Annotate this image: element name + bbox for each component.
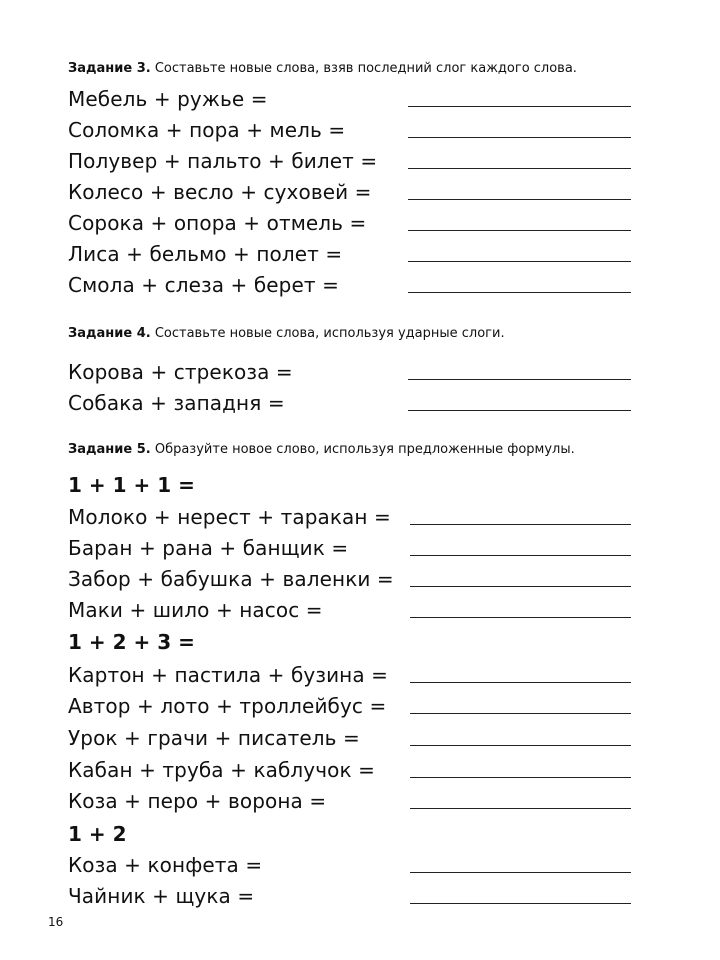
task-3-row [68,206,631,236]
formula-1-1-1: 1 + 1 + 1 = [68,473,195,497]
task-3-label: Задание 3. [68,61,151,76]
answer-line[interactable] [410,524,631,525]
word-equation: Коза + перо + ворона = [68,789,327,813]
word-equation: Маки + шило + насос = [68,598,323,622]
answer-line[interactable] [408,410,631,411]
task-5-row [68,593,631,623]
word-equation: Мебель + ружье = [68,87,268,111]
answer-line[interactable] [408,261,631,262]
task-3-row [68,82,631,112]
task-3-row [68,113,631,143]
task-3-heading [68,60,577,78]
word-equation: Собака + западня = [68,391,285,415]
word-equation: Смола + слеза + берет = [68,273,339,297]
task-3-row [68,175,631,205]
task-3-row [68,268,631,298]
answer-line[interactable] [408,168,631,169]
task-5-row [68,721,631,751]
word-equation: Полувер + пальто + билет = [68,149,378,173]
word-equation: Молоко + нерест + таракан = [68,505,391,529]
task-3-row [68,144,631,174]
answer-line[interactable] [410,586,631,587]
answer-line[interactable] [410,872,631,873]
task-5-row [68,879,631,909]
task-5-label: Задание 5. [68,442,151,457]
answer-line[interactable] [408,230,631,231]
word-equation: Урок + грачи + писатель = [68,726,360,750]
task-5-row [68,689,631,719]
answer-line[interactable] [410,777,631,778]
answer-line[interactable] [408,292,631,293]
task-5-row [68,562,631,592]
task-4-row [68,355,631,385]
task-5-heading [68,441,575,459]
task-5-row [68,753,631,783]
formula-1-2-3: 1 + 2 + 3 = [68,630,195,654]
word-equation: Кабан + труба + каблучок = [68,758,375,782]
formula-1-2: 1 + 2 [68,822,127,846]
task-5-row [68,531,631,561]
word-equation: Соломка + пора + мель = [68,118,346,142]
word-equation: Коза + конфета = [68,853,263,877]
task-4-row [68,386,631,416]
task-5-instruction: Образуйте новое слово, используя предложенные формулы. [154,442,575,457]
answer-line[interactable] [410,745,631,746]
task-5-row [68,784,631,814]
task-4-label: Задание 4. [68,326,151,341]
word-equation: Картон + пастила + бузина = [68,663,389,687]
word-equation: Корова + стрекоза = [68,360,293,384]
answer-line[interactable] [408,199,631,200]
word-equation: Автор + лото + троллейбус = [68,694,387,718]
answer-line[interactable] [410,903,631,904]
task-5-row [68,658,631,688]
answer-line[interactable] [410,682,631,683]
word-equation: Сорока + опора + отмель = [68,211,367,235]
answer-line[interactable] [410,713,631,714]
task-4-heading [68,325,505,343]
word-equation: Лиса + бельмо + полет = [68,242,343,266]
task-4-instruction: Составьте новые слова, используя ударные слоги. [154,326,505,341]
answer-line[interactable] [408,137,631,138]
word-equation: Баран + рана + банщик = [68,536,349,560]
answer-line[interactable] [410,808,631,809]
task-3-instruction: Составьте новые слова, взяв последний слог каждого слова. [154,61,577,76]
word-equation: Забор + бабушка + валенки = [68,567,394,591]
answer-line[interactable] [408,379,631,380]
page-number: 16 [48,915,64,929]
word-equation: Колесо + весло + суховей = [68,180,372,204]
task-3-row [68,237,631,267]
word-equation: Чайник + щука = [68,884,255,908]
task-5-row [68,848,631,878]
answer-line[interactable] [410,555,631,556]
answer-line[interactable] [408,106,631,107]
answer-line [410,617,631,618]
task-5-row [68,500,631,530]
